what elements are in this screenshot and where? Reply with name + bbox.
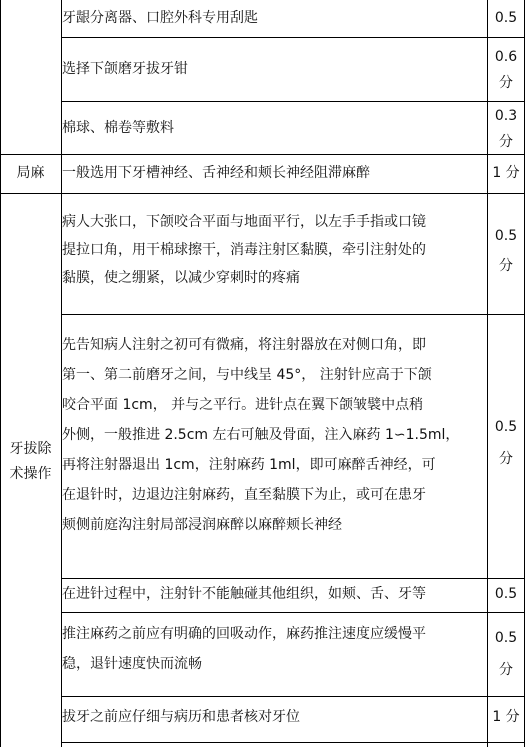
content-line: 颊侧前庭沟注射局部浸润麻醉以麻醉颊长神经 (62, 517, 342, 533)
row-divider (61, 578, 525, 579)
row-divider (61, 101, 525, 102)
content-line: 推注麻药之前应有明确的回吸动作，麻药推注速度应缓慢平 (62, 626, 426, 642)
content-cell (62, 161, 487, 186)
score-line: 0.5 (494, 586, 518, 602)
score-cell (488, 6, 524, 30)
score-cell (488, 104, 524, 154)
content-line: 病人大张口，下颌咬合平面与地面平行，以左手手指或口镜 (62, 214, 426, 230)
score-line: 分 (499, 258, 513, 274)
content-line: 再将注射器退出 1cm，注射麻药 1ml，即可麻醉舌神经，可 (62, 457, 436, 473)
content-cell (62, 210, 487, 294)
category-label: 局麻 (16, 165, 45, 181)
category-label: 术操作 (9, 466, 52, 482)
row-divider (61, 314, 525, 315)
score-cell (488, 161, 524, 185)
content-line: 选择下颌磨牙拔牙钳 (62, 61, 188, 77)
content-cell (62, 6, 487, 31)
score-line: 0.5 (494, 228, 518, 244)
score-line: 0.6 (494, 49, 518, 65)
category-label: 牙拔除 (9, 441, 52, 457)
content-line: 咬合平面 1cm， 并与之平行。进针点在翼下颌皱襞中点稍 (62, 397, 424, 413)
content-cell (62, 622, 487, 682)
category-cell (0, 161, 61, 186)
content-cell (62, 116, 487, 141)
content-cell (62, 333, 487, 543)
score-line: 分 (499, 134, 513, 150)
score-line: 0.3 (494, 108, 518, 124)
score-line: 1 分 (492, 165, 520, 181)
column-divider (0, 0, 1, 747)
content-cell (62, 582, 487, 607)
score-line: 0.5 (494, 419, 518, 435)
row-divider (61, 612, 525, 613)
content-line: 提拉口角，用干棉球擦干，消毒注射区黏膜，牵引注射处的 (62, 242, 426, 258)
content-line: 拔牙之前应仔细与病历和患者核对牙位 (62, 709, 300, 725)
score-line: 1 分 (492, 709, 520, 725)
score-cell (488, 705, 524, 729)
row-divider (61, 37, 525, 38)
score-cell (488, 224, 524, 278)
score-cell (488, 626, 524, 682)
score-line: 分 (499, 451, 513, 467)
content-line: 在进针过程中，注射针不能触碰其他组织，如颊、舌、牙等 (62, 586, 426, 602)
content-line: 在退针时，边退边注射麻药，直至黏膜下为止，或可在患牙 (62, 487, 426, 503)
content-line: 稳，退针速度快而流畅 (62, 656, 202, 672)
score-line: 0.5 (494, 630, 518, 646)
content-line: 黏膜，使之绷紧，以减少穿刺时的疼痛 (62, 270, 300, 286)
score-line: 分 (499, 662, 513, 678)
content-cell (62, 705, 487, 730)
row-divider (0, 193, 525, 194)
content-line: 棉球、棉卷等敷料 (62, 120, 174, 136)
score-cell (488, 582, 524, 606)
row-divider (61, 742, 525, 743)
row-divider (61, 696, 525, 697)
score-line: 分 (499, 75, 513, 91)
content-line: 第一、第二前磨牙之间，与中线呈 45°， 注射针应高于下颌 (62, 367, 432, 383)
content-line: 外侧，一般推进 2.5cm 左右可触及骨面，注入麻药 1∽1.5ml， (62, 427, 460, 443)
content-line: 先告知病人注射之初可有微痛，将注射器放在对侧口角，即 (62, 337, 426, 353)
content-line: 一般选用下牙槽神经、舌神经和颊长神经阻滞麻醉 (62, 165, 370, 181)
score-line: 0.5 (494, 10, 518, 26)
category-cell (0, 437, 61, 487)
content-cell (62, 57, 487, 82)
score-cell (488, 415, 524, 471)
row-divider (0, 154, 525, 155)
score-cell (488, 45, 524, 101)
content-line: 牙龈分离器、口腔外科专用刮匙 (62, 10, 258, 26)
